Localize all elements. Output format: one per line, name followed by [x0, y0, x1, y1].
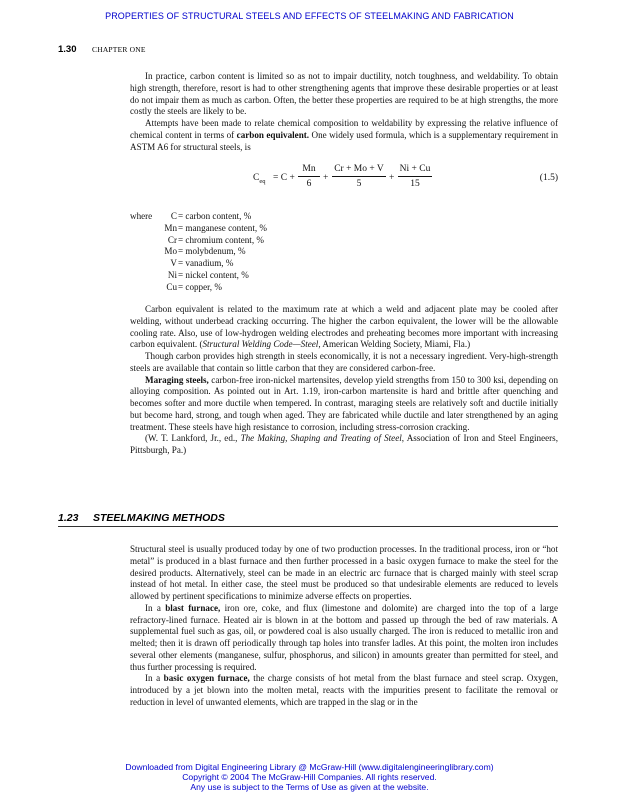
equation-plus: + — [323, 173, 329, 183]
text-run: Structural steel is usually produced today by one of two production processes. In the traditional process, iron or “hot metal” is produced in a blast furnace and then further processed in a basic oxygen furnace to make the steel for the desired products. Alternatively, steel can be made in an electric arc furnace that is charged mainly with steel scrap instead of hot metal. In either case, the steel must be produced so that undesirable elements are reduced to levels allowed by pertinent specifications to minimize adverse effects on properties. — [130, 544, 558, 601]
text-run: , American Welding Society, Miami, Fla.) — [318, 339, 471, 350]
paragraph — [130, 673, 558, 708]
running-head-banner: PROPERTIES OF STRUCTURAL STEELS AND EFFECTS OF STEELMAKING AND FABRICATION — [105, 11, 514, 21]
text-run: In a — [145, 673, 164, 684]
footer-copyright: Copyright © 2004 The McGraw-Hill Companies. All rights reserved. — [182, 772, 437, 782]
paragraph — [130, 351, 558, 375]
carbon-equivalent-discussion — [130, 304, 558, 457]
equation-number: (1.5) — [539, 173, 558, 183]
text-run: In practice, carbon content is limited so as not to impair ductility, notch toughness, and weldability. To obtain high strength, therefore, resort is had to other strengthening agents that improve these desirable properties or at least do not impair them as much as carbon. Often, the better these properties are required to be at high strengths, the more costly the steels are likely to be. — [130, 71, 558, 117]
italic-title: Structural Welding Code—Steel — [202, 339, 319, 350]
section-title: STEELMAKING METHODS — [93, 512, 225, 524]
chapter-label: CHAPTER ONE — [92, 45, 146, 54]
text-run: (W. T. Lankford, Jr., ed., — [145, 433, 241, 444]
footer-terms: Any use is subject to the Terms of Use as given at the website. — [190, 782, 429, 792]
text-run: , Association of Iron and Steel Engineers, Pittsburgh, Pa.) — [130, 433, 558, 455]
text-run: Though carbon provides high strength in steels economically, it is not a necessary ingredient. Very-high-strength steels are available that contain so little carbon that they are considered carbon-free. — [130, 351, 558, 373]
where-label: where — [130, 211, 153, 221]
fraction-mn: $\frac{Mn}{6}$ — [298, 164, 320, 190]
paragraph — [130, 304, 558, 351]
download-footer — [0, 762, 619, 792]
text-run: One widely used formula, which is a supplementary requirement in ASTM A6 for structural steels, is — [130, 129, 558, 152]
section-number: 1.23 — [58, 512, 79, 524]
paragraph — [130, 544, 558, 603]
paragraph — [130, 603, 558, 674]
bold-term: basic oxygen furnace, — [163, 673, 250, 684]
intro-paragraphs — [130, 71, 558, 153]
fraction-ni-cu: $\frac{Ni + Cu}{15}$ — [399, 164, 431, 189]
equation-plus: + — [389, 173, 395, 183]
text-run: iron ore, coke, and flux (limestone and dolomite) are charged into the top of a large refractory-lined furnace. Heated air is blown in at the bottom and passed up through the bed of raw materials. A supplemental fuel such as gas, oil, or powdered coal is also usually charged. The iron is reduced to metallic iron and melted; then it is drawn off periodically through tap holes into transfer ladles. At this point, the molten iron includes several other elements (manganese, sulfur, phosphorus, and silicon) in amounts greater than permitted for steel, and thus further processing is required. — [130, 602, 558, 672]
bold-term: Maraging steels, — [145, 374, 209, 385]
paragraph — [130, 118, 558, 153]
steelmaking-paragraphs — [130, 544, 558, 709]
paragraph — [130, 375, 558, 434]
equation-lhs: $C_{eq}$ — [253, 173, 266, 185]
text-run: Attempts have been made to relate chemical composition to weldability by expressing the relative influence of chemical content in terms of — [130, 118, 558, 140]
text-run: the charge consists of hot metal from the blast furnace and steel scrap. Oxygen, introduced by a jet blown into the molten metal, reacts with the impurities present to facilitate the removal or reduction in level of unwanted elements, which are trapped in the slag or in the — [130, 673, 558, 707]
fraction-cr-mo-v: $\frac{Cr + Mo + V}{5}$ — [332, 164, 386, 190]
paragraph — [130, 71, 558, 118]
equation-lead: = C + — [273, 173, 295, 183]
bold-term: blast furnace, — [165, 602, 221, 613]
italic-title: The Making, Shaping and Treating of Steel — [240, 433, 402, 444]
text-run: In a — [145, 602, 166, 613]
bold-term: carbon equivalent. — [236, 129, 310, 140]
footer-download-link[interactable]: Downloaded from Digital Engineering Library @ McGraw-Hill (www.digitalengineeringlibrary.com) — [125, 762, 494, 772]
page-number: 1.30 — [58, 44, 77, 55]
text-run: carbon-free iron-nickel martensites, develop yield strengths from 150 to 300 ksi, depending on alloying composition. As pointed out in Art. 1.19, iron-carbon martensite is hard and brittle after quenching and becomes softer and more ductile when tempered. In contrast, maraging steels are relatively soft and ductile initially but become hard, strong, and tough when aged. They are fabricated while ductile and later strengthened by an aging treatment. These steels have high resistance to corrosion, including stress-corrosion cracking. — [130, 374, 558, 432]
section-heading — [58, 512, 558, 527]
text-run: Carbon equivalent is related to the maximum rate at which a weld and adjacent plate may be cooled after welding, without underbead cracking occurring. The higher the carbon equivalent, the lower will be the allowable cooling rate. Also, use of low-hydrogen welding electrodes and preheating becomes more important with increasing carbon equivalent. ( — [130, 304, 558, 350]
carbon-equivalent-equation — [130, 164, 558, 194]
paragraph — [130, 433, 558, 457]
